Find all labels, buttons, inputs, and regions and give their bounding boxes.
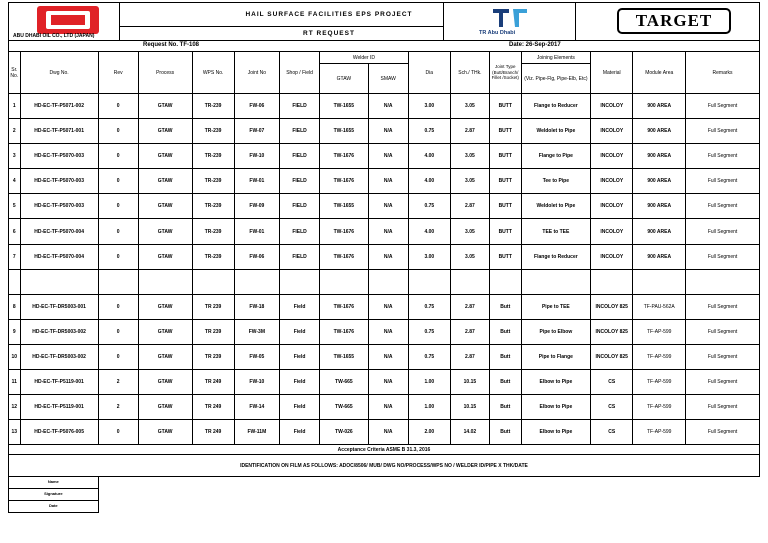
wps-cell: TR 239: [192, 319, 234, 344]
company-name: ABU DHABI OIL CO., LTD (JAPAN): [13, 33, 95, 39]
gtaw-cell: TW-1676: [320, 169, 369, 194]
process-cell: GTAW: [138, 144, 192, 169]
shop-cell: Field: [280, 370, 320, 395]
sr-cell: 12: [9, 395, 21, 420]
joint-cell: FW-06: [234, 244, 279, 269]
smaw-cell: N/A: [368, 144, 408, 169]
joining-cell: Elbow to Pipe: [521, 420, 591, 445]
wps-cell: TR 239: [192, 344, 234, 369]
dia-cell: 1.00: [408, 395, 450, 420]
rev-cell: 0: [98, 94, 138, 119]
shop-cell: Field: [280, 294, 320, 319]
process-cell: GTAW: [138, 169, 192, 194]
smaw-cell: N/A: [368, 94, 408, 119]
gtaw-cell: TW-1676: [320, 219, 369, 244]
wps-cell: TR 249: [192, 420, 234, 445]
joint-cell: FW-10: [234, 370, 279, 395]
wps-cell: TR 249: [192, 370, 234, 395]
table-row: [9, 219, 760, 244]
smaw-cell: N/A: [368, 319, 408, 344]
rev-cell: 0: [98, 319, 138, 344]
joining-cell: Pipe to Flange: [521, 344, 591, 369]
gtaw-cell: TW-1655: [320, 344, 369, 369]
rev-cell: 2: [98, 395, 138, 420]
dwg-cell: HD-EC-TF-DR5003-002: [20, 319, 98, 344]
remarks-cell: Full Segment: [686, 420, 760, 445]
remarks-cell: Full Segment: [686, 319, 760, 344]
process-cell: GTAW: [138, 219, 192, 244]
remarks-cell: Full Segment: [686, 370, 760, 395]
process-cell: GTAW: [138, 370, 192, 395]
sr-cell: 8: [9, 294, 21, 319]
sch-cell: 2.87: [450, 319, 489, 344]
rev-cell: 0: [98, 244, 138, 269]
remarks-cell: Full Segment: [686, 194, 760, 219]
wps-cell: TR-239: [192, 219, 234, 244]
material-cell: INCOLOY 825: [591, 319, 633, 344]
col-wps: WPS No.: [192, 52, 234, 94]
dia-cell: 0.75: [408, 294, 450, 319]
sch-cell: 3.05: [450, 219, 489, 244]
table-row: [9, 370, 760, 395]
gtaw-cell: TW-026: [320, 420, 369, 445]
joint-type-cell: BUTT: [489, 194, 521, 219]
material-cell: INCOLOY 825: [591, 344, 633, 369]
sr-cell: 10: [9, 344, 21, 369]
remarks-cell: Full Segment: [686, 169, 760, 194]
dia-cell: 2.00: [408, 420, 450, 445]
shop-cell: FIELD: [280, 194, 320, 219]
sch-cell: 3.05: [450, 244, 489, 269]
rev-cell: 0: [98, 194, 138, 219]
rev-cell: 0: [98, 144, 138, 169]
joint-type-cell: BUTT: [489, 219, 521, 244]
wps-cell: TR 249: [192, 395, 234, 420]
remarks-cell: Full Segment: [686, 119, 760, 144]
table-row: [9, 169, 760, 194]
module-cell: TF-AP-599: [633, 420, 686, 445]
joint-type-cell: BUTT: [489, 244, 521, 269]
table-row: [9, 294, 760, 319]
date-label: Date: [9, 501, 99, 513]
joint-cell: FW-10: [234, 144, 279, 169]
dwg-cell: HD-EC-TF-P5070-004: [20, 219, 98, 244]
smaw-cell: N/A: [368, 344, 408, 369]
sr-cell: 5: [9, 194, 21, 219]
rev-cell: 0: [98, 344, 138, 369]
project-title: HAIL SURFACE FACILITIES EPS PROJECT: [245, 11, 413, 18]
col-joint: Joint No: [234, 52, 279, 94]
rev-cell: 0: [98, 119, 138, 144]
process-cell: GTAW: [138, 194, 192, 219]
remarks-cell: Full Segment: [686, 219, 760, 244]
joint-type-cell: BUTT: [489, 169, 521, 194]
dia-cell: 0.75: [408, 194, 450, 219]
date-row: [9, 501, 760, 513]
dia-cell: 0.75: [408, 119, 450, 144]
table-row: [9, 94, 760, 119]
shop-cell: FIELD: [280, 94, 320, 119]
col-dwg: Dwg No.: [20, 52, 98, 94]
dia-cell: 4.00: [408, 144, 450, 169]
material-cell: INCOLOY: [591, 169, 633, 194]
module-cell: TF-AP-599: [633, 344, 686, 369]
remarks-cell: Full Segment: [686, 94, 760, 119]
joint-cell: FW-11M: [234, 420, 279, 445]
col-gtaw: GTAW: [320, 64, 369, 94]
rev-cell: 0: [98, 219, 138, 244]
shop-cell: FIELD: [280, 244, 320, 269]
signature-row: [9, 489, 760, 501]
gtaw-cell: TW-665: [320, 370, 369, 395]
gtaw-cell: TW-1676: [320, 294, 369, 319]
remarks-cell: Full Segment: [686, 395, 760, 420]
module-cell: TF-AP-599: [633, 319, 686, 344]
sr-cell: 7: [9, 244, 21, 269]
name-label: Name: [9, 477, 99, 489]
tr-logo-icon: [491, 7, 531, 29]
dwg-cell: HD-EC-TF-P5070-004: [20, 244, 98, 269]
rev-cell: 0: [98, 420, 138, 445]
material-cell: INCOLOY: [591, 194, 633, 219]
col-smaw: SMAW: [368, 64, 408, 94]
table-row: [9, 344, 760, 369]
smaw-cell: N/A: [368, 370, 408, 395]
shop-cell: FIELD: [280, 144, 320, 169]
smaw-cell: N/A: [368, 294, 408, 319]
sch-cell: 3.05: [450, 94, 489, 119]
tr-name: TR Abu Dhabi: [479, 30, 516, 36]
process-cell: GTAW: [138, 344, 192, 369]
form-title: RT REQUEST: [303, 30, 355, 37]
remarks-cell: Full Segment: [686, 144, 760, 169]
joint-type-cell: Butt: [489, 319, 521, 344]
dwg-cell: HD-EC-TF-P5071-002: [20, 94, 98, 119]
module-cell: 900 AREA: [633, 194, 686, 219]
dia-cell: 4.00: [408, 169, 450, 194]
dwg-cell: HD-EC-TF-P5070-003: [20, 169, 98, 194]
sch-cell: 2.87: [450, 344, 489, 369]
rt-request-form: [8, 2, 760, 513]
request-number: Request No. TF-108: [143, 42, 200, 48]
module-cell: 900 AREA: [633, 119, 686, 144]
adoc-logo: [37, 6, 99, 34]
dwg-cell: HD-EC-TF-DR5003-001: [20, 294, 98, 319]
joint-type-cell: Butt: [489, 344, 521, 369]
acceptance-row: [9, 445, 760, 455]
wps-cell: TR-239: [192, 94, 234, 119]
process-cell: GTAW: [138, 420, 192, 445]
smaw-cell: N/A: [368, 219, 408, 244]
material-cell: INCOLOY: [591, 94, 633, 119]
joint-cell: FW-01: [234, 169, 279, 194]
joint-cell: FW-09: [234, 194, 279, 219]
module-cell: TF-AP-599: [633, 370, 686, 395]
module-cell: 900 AREA: [633, 219, 686, 244]
dwg-cell: HD-EC-TF-P5071-001: [20, 119, 98, 144]
table-header-row: [9, 52, 760, 64]
wps-cell: TR-239: [192, 169, 234, 194]
rev-cell: 2: [98, 370, 138, 395]
material-cell: INCOLOY: [591, 219, 633, 244]
dwg-cell: HD-EC-TF-P5119-001: [20, 395, 98, 420]
shop-cell: Field: [280, 344, 320, 369]
acceptance-criteria: Acceptance Criteria ASME B 31.3, 2016: [9, 445, 760, 455]
joining-cell: Pipe to Elbow: [521, 319, 591, 344]
form-header: [8, 2, 760, 40]
table-row: [9, 119, 760, 144]
remarks-cell: Full Segment: [686, 344, 760, 369]
joining-cell: Flange to Reducer: [521, 244, 591, 269]
smaw-cell: N/A: [368, 395, 408, 420]
material-cell: CS: [591, 420, 633, 445]
gtaw-cell: TW-1676: [320, 319, 369, 344]
request-bar: [8, 40, 760, 51]
col-rev: Rev: [98, 52, 138, 94]
module-cell: 900 AREA: [633, 169, 686, 194]
col-module: Module Area: [633, 52, 686, 94]
shop-cell: FIELD: [280, 169, 320, 194]
joint-type-cell: Butt: [489, 420, 521, 445]
col-dia: Dia: [408, 52, 450, 94]
gtaw-cell: TW-1676: [320, 244, 369, 269]
shop-cell: FIELD: [280, 119, 320, 144]
col-joining: Joining Elements: [521, 52, 591, 64]
wps-cell: TR-239: [192, 144, 234, 169]
material-cell: CS: [591, 395, 633, 420]
sch-cell: 10.15: [450, 395, 489, 420]
shop-cell: Field: [280, 319, 320, 344]
request-date: Date: 26-Sep-2017: [509, 42, 561, 48]
dia-cell: 0.75: [408, 344, 450, 369]
table-row: [9, 244, 760, 269]
table-row: [9, 194, 760, 219]
dwg-cell: HD-EC-TF-P5070-003: [20, 194, 98, 219]
joint-cell: FW-05: [234, 344, 279, 369]
joint-type-cell: BUTT: [489, 144, 521, 169]
joining-cell: Flange to Pipe: [521, 144, 591, 169]
wps-cell: TR-239: [192, 244, 234, 269]
smaw-cell: N/A: [368, 169, 408, 194]
joint-cell: FW-06: [234, 94, 279, 119]
col-joining-sub: (Viz. Pipe-Flg, Pipe-Elb, Etc): [521, 64, 591, 94]
table-row: [9, 395, 760, 420]
dwg-cell: HD-EC-TF-DR5003-002: [20, 344, 98, 369]
joining-cell: Elbow to Pipe: [521, 370, 591, 395]
joining-cell: Pipe to TEE: [521, 294, 591, 319]
gtaw-cell: TW-665: [320, 395, 369, 420]
smaw-cell: N/A: [368, 194, 408, 219]
remarks-cell: Full Segment: [686, 294, 760, 319]
module-cell: TF-PAU-562A: [633, 294, 686, 319]
module-cell: 900 AREA: [633, 94, 686, 119]
process-cell: GTAW: [138, 294, 192, 319]
joint-cell: FW-07: [234, 119, 279, 144]
sch-cell: 3.05: [450, 144, 489, 169]
joining-cell: TEE to TEE: [521, 219, 591, 244]
dia-cell: 4.00: [408, 219, 450, 244]
smaw-cell: N/A: [368, 420, 408, 445]
joining-cell: Elbow to Pipe: [521, 395, 591, 420]
joining-cell: Flange to Reducer: [521, 94, 591, 119]
material-cell: INCOLOY 825: [591, 294, 633, 319]
sr-cell: 6: [9, 219, 21, 244]
signature-label: Signature: [9, 489, 99, 501]
dia-cell: 3.00: [408, 94, 450, 119]
col-remarks: Remarks: [686, 52, 760, 94]
process-cell: GTAW: [138, 119, 192, 144]
joint-cell: FW-01: [234, 219, 279, 244]
process-cell: GTAW: [138, 244, 192, 269]
dwg-cell: HD-EC-TF-P5076-005: [20, 420, 98, 445]
shop-cell: Field: [280, 395, 320, 420]
joint-cell: FW-18: [234, 294, 279, 319]
wps-cell: TR-239: [192, 119, 234, 144]
sr-cell: 2: [9, 119, 21, 144]
module-cell: 900 AREA: [633, 244, 686, 269]
target-logo: TARGET: [617, 8, 731, 34]
gtaw-cell: TW-1655: [320, 94, 369, 119]
material-cell: CS: [591, 370, 633, 395]
joint-type-cell: Butt: [489, 395, 521, 420]
joint-type-cell: BUTT: [489, 94, 521, 119]
dia-cell: 3.00: [408, 244, 450, 269]
joining-cell: Tee to Pipe: [521, 169, 591, 194]
joint-type-cell: BUTT: [489, 119, 521, 144]
sch-cell: 14.02: [450, 420, 489, 445]
module-cell: TF-AP-599: [633, 395, 686, 420]
dwg-cell: HD-EC-TF-P5119-001: [20, 370, 98, 395]
smaw-cell: N/A: [368, 244, 408, 269]
identification-text: IDENTIFICATION ON FILM AS FOLLOWS: ADOC/8506/ MUB/ DWG NO/PROCESS/WPS NO / WELDER ID/PIPE X THK/DATE: [9, 455, 760, 477]
sr-cell: 13: [9, 420, 21, 445]
table-row: [9, 420, 760, 445]
joint-type-cell: Butt: [489, 370, 521, 395]
col-welder-id: Welder ID: [320, 52, 409, 64]
sch-cell: 10.15: [450, 370, 489, 395]
joining-cell: Weldolet to Pipe: [521, 194, 591, 219]
material-cell: INCOLOY: [591, 119, 633, 144]
module-cell: 900 AREA: [633, 144, 686, 169]
name-row: [9, 477, 760, 489]
process-cell: GTAW: [138, 319, 192, 344]
dia-cell: 0.75: [408, 319, 450, 344]
table-row: [9, 319, 760, 344]
shop-cell: FIELD: [280, 219, 320, 244]
joint-type-cell: Butt: [489, 294, 521, 319]
sr-cell: 4: [9, 169, 21, 194]
rev-cell: 0: [98, 169, 138, 194]
joint-cell: FW-14: [234, 395, 279, 420]
sr-cell: 9: [9, 319, 21, 344]
sr-cell: 1: [9, 94, 21, 119]
sch-cell: 3.05: [450, 169, 489, 194]
remarks-cell: Full Segment: [686, 244, 760, 269]
col-sch: Sch./ THk.: [450, 52, 489, 94]
joining-cell: Weldolet to Pipe: [521, 119, 591, 144]
material-cell: INCOLOY: [591, 244, 633, 269]
sch-cell: 2.87: [450, 194, 489, 219]
col-sr: Sr. No.: [9, 52, 21, 94]
gtaw-cell: TW-1655: [320, 194, 369, 219]
dia-cell: 1.00: [408, 370, 450, 395]
weld-table: [8, 51, 760, 513]
gtaw-cell: TW-1655: [320, 119, 369, 144]
dwg-cell: HD-EC-TF-P5070-003: [20, 144, 98, 169]
wps-cell: TR-239: [192, 194, 234, 219]
rev-cell: 0: [98, 294, 138, 319]
col-shop: Shop / Field: [280, 52, 320, 94]
shop-cell: Field: [280, 420, 320, 445]
material-cell: INCOLOY: [591, 144, 633, 169]
wps-cell: TR 239: [192, 294, 234, 319]
smaw-cell: N/A: [368, 119, 408, 144]
blank-row: [9, 269, 760, 294]
col-joint-type: Joint Type (Butt/Branch/ Fillet /Socket): [489, 52, 521, 94]
process-cell: GTAW: [138, 395, 192, 420]
gtaw-cell: TW-1676: [320, 144, 369, 169]
joint-cell: FW-3M: [234, 319, 279, 344]
col-process: Process: [138, 52, 192, 94]
sch-cell: 2.87: [450, 119, 489, 144]
col-material: Material: [591, 52, 633, 94]
process-cell: GTAW: [138, 94, 192, 119]
identification-row: [9, 455, 760, 477]
sch-cell: 2.87: [450, 294, 489, 319]
sr-cell: 11: [9, 370, 21, 395]
sr-cell: 3: [9, 144, 21, 169]
table-row: [9, 144, 760, 169]
